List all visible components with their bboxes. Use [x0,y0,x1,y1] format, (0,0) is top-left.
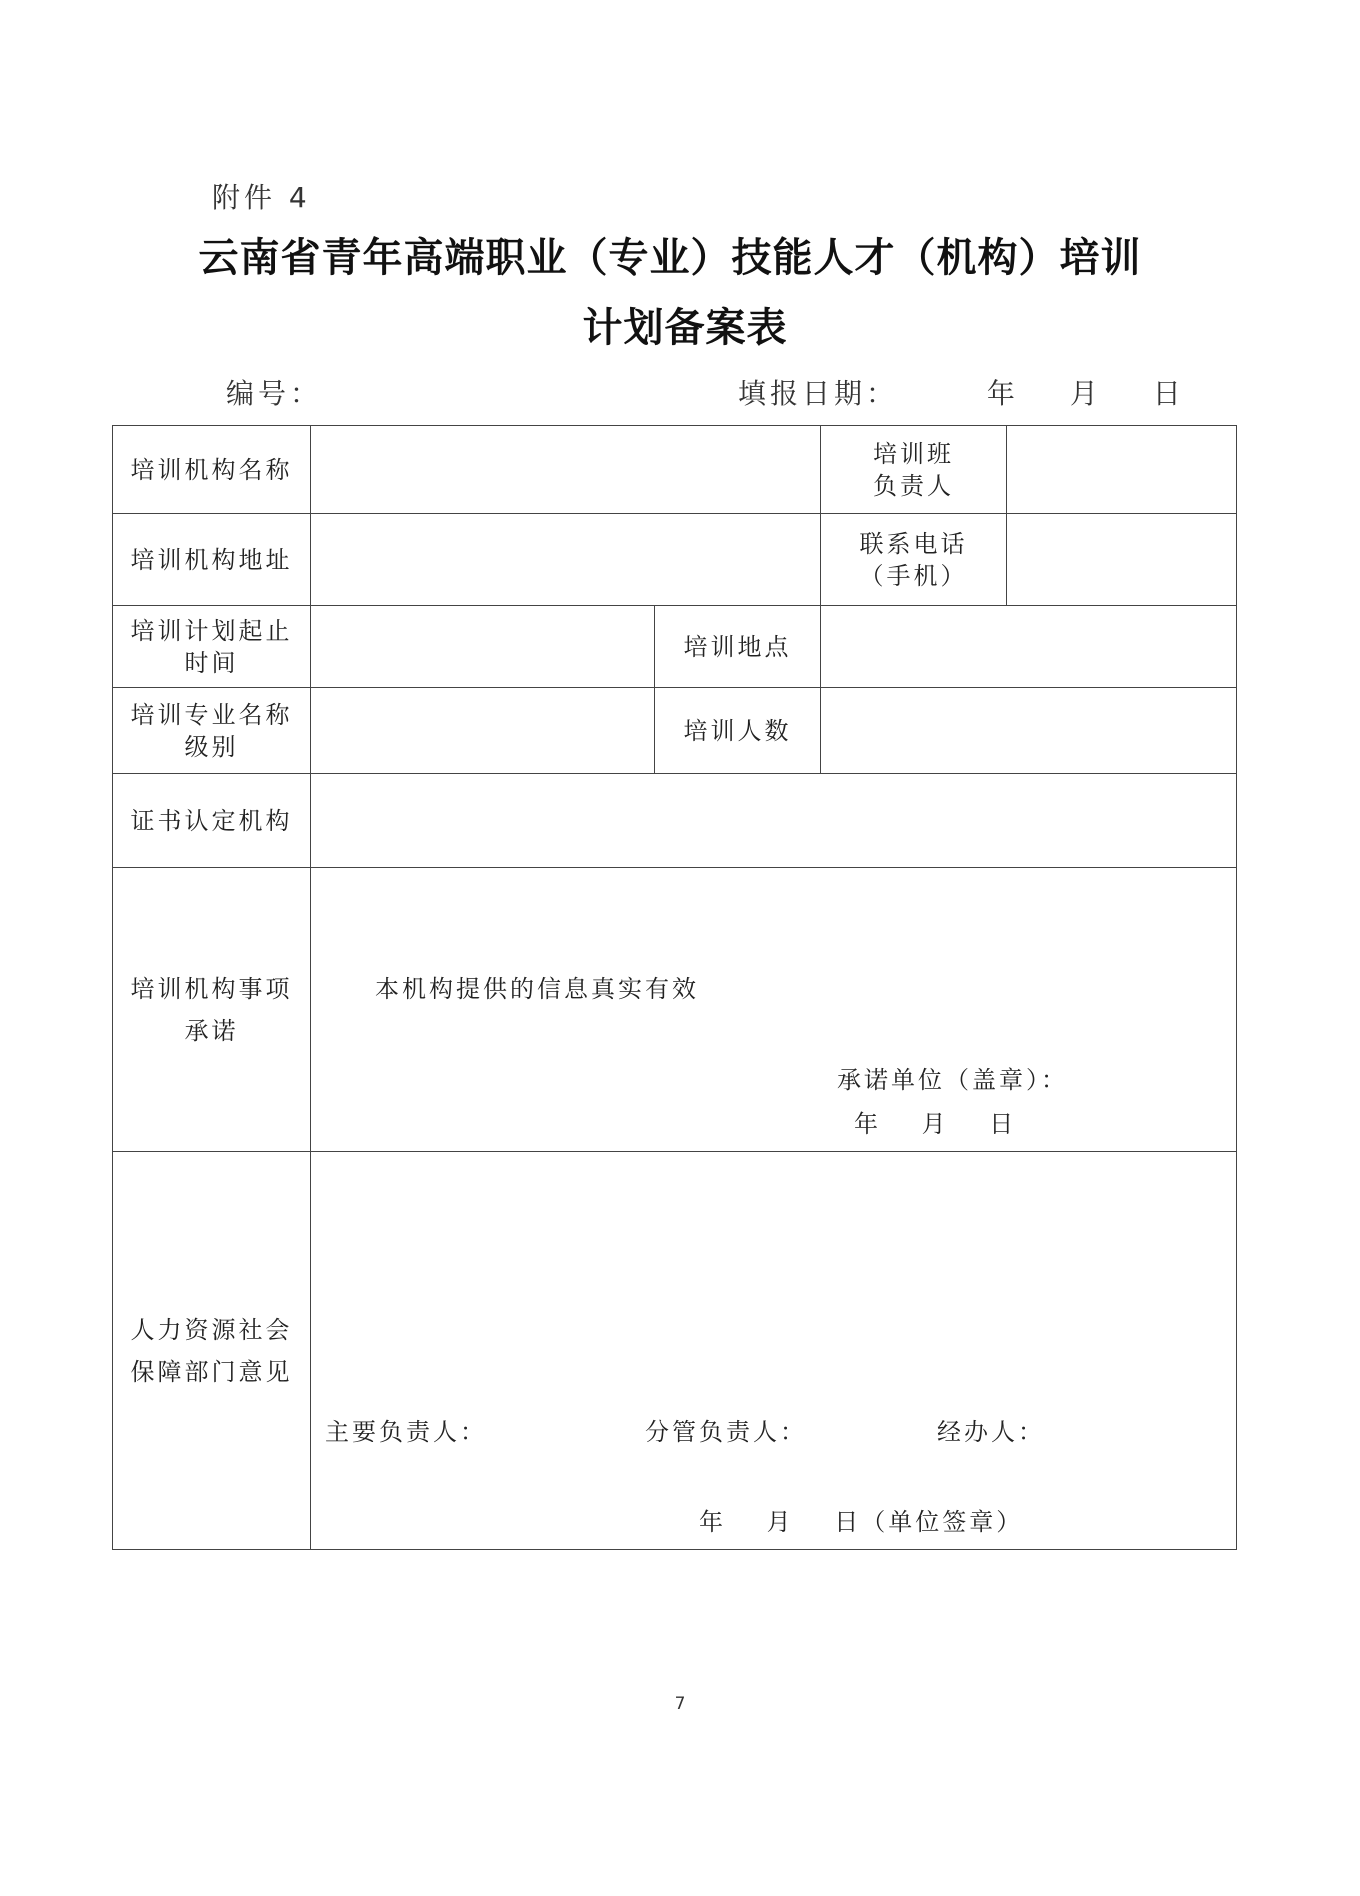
principal-label: 主要负责人： [325,1418,487,1446]
cert-authority-field[interactable] [311,774,1237,868]
table-row [113,1152,1237,1550]
handler-label: 经办人： [937,1418,1045,1446]
opinion-date-month: 月 [766,1508,794,1536]
major-level-label-line-2: 级别 [184,732,239,761]
plan-period-label [113,606,311,688]
opinion-date-day-sign: 日（单位签章） [834,1508,1024,1536]
institution-address-field[interactable] [311,514,821,606]
table-row [113,426,1237,514]
class-leader-label-line-2: 负责人 [873,471,954,500]
commitment-date-month: 月 [921,1110,949,1138]
table-row [113,688,1237,774]
phone-field[interactable] [1007,514,1237,606]
commitment-date [854,1108,1016,1140]
filing-form-table [112,425,1237,1550]
major-level-label [113,688,311,774]
filing-date [738,372,1185,412]
hr-opinion-cell [311,1152,1237,1550]
phone-label [821,514,1007,606]
plan-period-label-line-1: 培训计划起止 [130,616,293,645]
opinion-date [699,1506,1023,1538]
phone-label-line-1: 联系电话 [859,529,968,558]
trainee-count-label: 培训人数 [655,688,821,774]
attachment-label: 附件 4 [212,181,311,214]
opinion-date-year: 年 [699,1508,726,1536]
commitment-date-day: 日 [989,1110,1017,1138]
hr-opinion-label [113,1152,311,1550]
class-leader-label [821,426,1007,514]
filing-date-label: 填报日期： [738,377,899,410]
phone-label-line-2: （手机） [859,561,968,590]
commitment-label-line-1: 培训机构事项 [130,974,293,1003]
institution-name-field[interactable] [311,426,821,514]
class-leader-label-line-1: 培训班 [873,439,954,468]
form-title-line-2: 计划备案表 [582,305,788,351]
table-row [113,774,1237,868]
plan-period-label-line-2: 时间 [184,648,239,677]
page-number: 7 [674,1694,686,1714]
commitment-cell [311,868,1237,1152]
table-row [113,868,1237,1152]
commitment-date-year: 年 [854,1110,881,1138]
filing-date-year: 年 [986,377,1019,410]
location-label: 培训地点 [655,606,821,688]
hr-opinion-label-line-2: 保障部门意见 [130,1357,293,1386]
major-level-field[interactable] [311,688,655,774]
plan-period-field[interactable] [311,606,655,688]
form-title-line-1: 云南省青年高端职业（专业）技能人才（机构）培训 [198,235,1142,281]
filing-date-month: 月 [1069,377,1102,410]
table-row [113,606,1237,688]
institution-name-label: 培训机构名称 [113,426,311,514]
deputy-label: 分管负责人： [645,1418,807,1446]
commitment-unit-stamp: 承诺单位（盖章）： [837,1066,1068,1094]
number-label: 编号： [226,377,323,410]
class-leader-field[interactable] [1007,426,1237,514]
location-field[interactable] [821,606,1237,688]
commitment-label [113,868,311,1152]
trainee-count-field[interactable] [821,688,1237,774]
hr-opinion-label-line-1: 人力资源社会 [130,1315,293,1344]
filing-date-day: 日 [1152,377,1185,410]
commitment-text: 本机构提供的信息真实有效 [375,975,699,1003]
institution-address-label: 培训机构地址 [113,514,311,606]
major-level-label-line-1: 培训专业名称 [130,700,293,729]
cert-authority-label: 证书认定机构 [113,774,311,868]
commitment-label-line-2: 承诺 [184,1016,239,1045]
table-row [113,514,1237,606]
